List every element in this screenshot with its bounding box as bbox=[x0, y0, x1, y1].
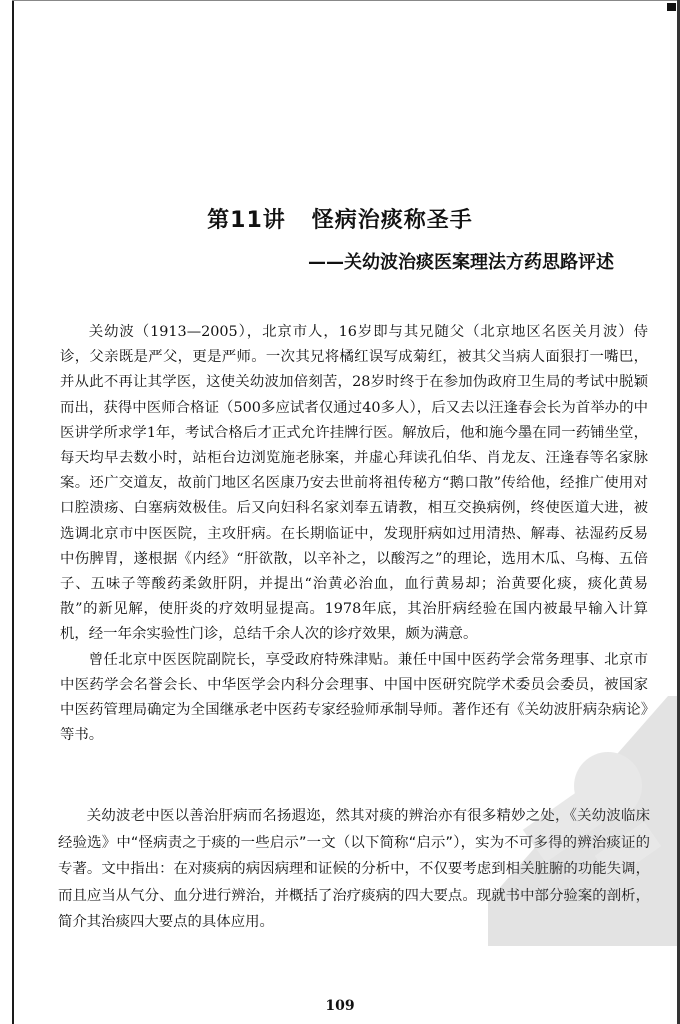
corner-mark bbox=[667, 3, 676, 11]
chapter-subtitle: ——关幼波治痰医案理法方药思路评述 bbox=[308, 252, 614, 273]
chapter-heading: 怪病治痰称圣手 bbox=[311, 208, 473, 233]
biography-paragraph: 关幼波（1913—2005），北京市人，16岁即与其兄随父（北京地区名医关月波）侍诊，父亲既是严父，更是严师。一次其兄将橘红误写成菊红，被其父当病人面狠打一嘴巴，并从此不再让其学医，这使关幼波加倍刻苦，28岁时终于在参加伪政府卫生局的考试中脱颖而出，获得中医师合格证（500多应试者仅通过40多人），后又去以汪逢春会长为首举办的中医讲学所求学1年，考试合格后才正式允许挂牌行医。解放后，他和施今墨在同一药铺坐堂，每天均早去数小时，站柜台边浏览施老脉案，并虚心拜读孔伯华、肖龙友、汪逢春等名家脉案。还广交道友，故前门地区名医康乃安去世前将祖传秘方“鹅口散”传给他，经推广使用对口腔溃疡、白塞病效极佳。后又向妇科名家刘奉五请教，相互交换病例，终使医道大进，被选调北京市中医医院，主攻肝病。在长期临证中，发现肝病如过用清热、解毒、祛湿药反易中伤脾胃，遂根据《内经》“肝欲散，以辛补之，以酸泻之”的理论，选用木瓜、乌梅、五倍子、五味子等酸药柔敛肝阴，并提出“治黄必治血，血行黄易却；治黄要化痰，痰化黄易散”的新见解，使肝炎的疗效明显提高。1978年底，其治肝病经验在国内被最早输入计算机，经一年余实验性门诊，总结千余人次的诊疗效果，颇为满意。 bbox=[60, 324, 648, 643]
watermark-seal bbox=[488, 696, 678, 946]
chapter-title bbox=[0, 203, 680, 234]
page-number: 109 bbox=[325, 998, 355, 1014]
lecture-number: 第11讲 bbox=[207, 208, 286, 233]
page-top-border bbox=[12, 0, 680, 1]
biography-section bbox=[60, 320, 648, 748]
intro-paragraph: 关幼波老中医以善治肝病而名扬遐迩，然其对痰的辨治亦有很多精妙之处，《关幼波临床经验选》中“怪病责之于痰的一些启示”一文（以下简称“启示”），实为不可多得的辨治痰证的专著。文中指出：在对痰病的病因病理和证候的分析中，不仅要考虑到相关脏腑的功能失调，而且应当从气分、血分进行辨治，并概括了治疗痰病的四大要点。现就书中部分验案的剖析，简介其治痰四大要点的具体应用。 bbox=[58, 808, 650, 930]
biography-paragraph: 曾任北京中医医院副院长，享受政府特殊津贴。兼任中国中医药学会常务理事、北京市中医药学会名誉会长、中华医学会内科分会理事、中国中医研究院学术委员会委员，被国家中医药管理局确定为全国继承老中医药专家经验师承制导师。著作还有《关幼波肝病杂病论》等书。 bbox=[60, 651, 648, 744]
page-left-border bbox=[12, 0, 14, 1024]
